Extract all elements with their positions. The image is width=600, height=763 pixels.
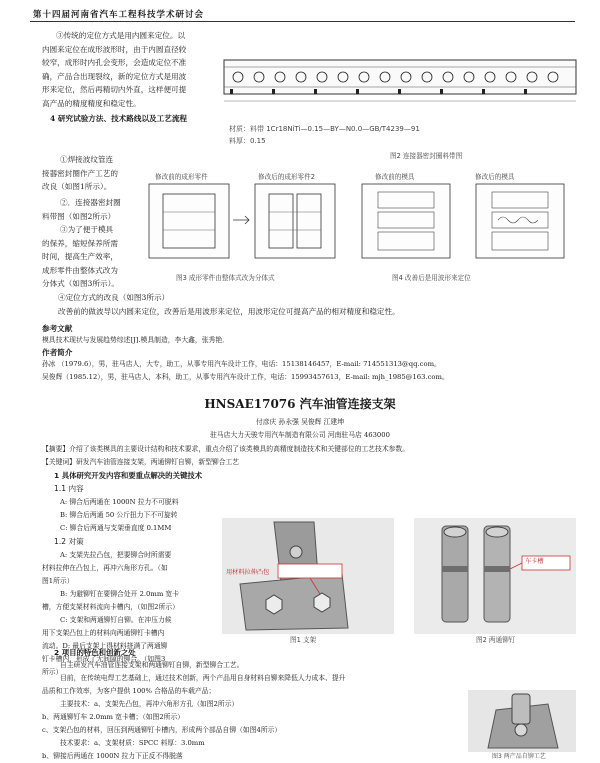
fig2-photo-caption: 图2 两通铆钉: [476, 636, 516, 644]
author-heading: 作者简介: [42, 348, 73, 357]
refs-item: 模具技术现状与发展趋势综述[J].模具制造，李大鑫，张秀艳．: [42, 336, 229, 344]
text-line: 所示）: [42, 668, 63, 676]
summary-line: 改善前的做波导以内圆来定位，改善后是用波形来定位，用波形定位可提高产品的相对精度和稳定性。: [58, 307, 400, 316]
text-line: c、支架凸包的材料，回压到两通铆钉卡槽内，形成两个部品自铆（如图4所示）: [42, 726, 282, 734]
fig3-label-before: 修改前的成形零件: [155, 173, 208, 181]
heading-1-2: 1.2 对策: [54, 537, 84, 546]
text-line: 用下支架凸包上的材料向两通铆钉卡槽内: [42, 629, 165, 637]
text-line: 材料拉伸在凸包上，再冲六角形方孔。（如: [42, 564, 168, 572]
fig1-caption: 图1 支架: [290, 636, 317, 644]
running-header: 第十四届河南省汽车工程科技学术研讨会: [33, 10, 205, 20]
text-line: B: 为避铆钉在要铆合处开 2.0mm 宽卡: [60, 590, 180, 598]
text-line: ③传统的定位方式是用内圆来定位。以: [56, 31, 186, 40]
author-line-1: 孙冰 （1979.6），男，驻马店人，大专，助工，从事专用汽车设计工作，电话：15138146457，E-mail: 714551313@qq.com。: [42, 360, 441, 368]
fig2-note: 车卡槽: [525, 558, 544, 565]
article-title: HNSAE17076 汽车油管连接支架: [204, 397, 396, 411]
text-line: b、两通铆钉车 2.0mm 宽卡槽；（如图2所示）: [42, 713, 185, 721]
fig2-material: 材质：料带 1Cr18NiTi—0.15—BY—N0.0—GB/T4239—91: [229, 125, 420, 133]
list-c: C: 铆合后两通与支架垂直度 0.1MM: [60, 524, 172, 532]
fig4-caption: 图4 改善后是用波形来定位: [392, 274, 471, 282]
text-line: 技术要求：a、支架材质：SPCC 料厚：3.0mm: [60, 739, 205, 747]
list-b: B: 铆合后两通 50 公斤扭力下不可旋转: [60, 511, 178, 519]
text-line: 主要技术：a、支架先凸包，再冲六角形方孔（如图2所示）: [60, 700, 239, 708]
text-line: ②．连接器密封圈: [60, 198, 121, 207]
para-positioning: [42, 29, 217, 111]
header-rule: [30, 21, 575, 22]
strip-drawing: [222, 56, 578, 106]
text-line: C: 支架和两通铆钉自铆。在冲压力候: [60, 616, 172, 624]
text-line: 槽，方便支架材料流向卡槽内，（如图2所示）: [42, 603, 179, 611]
item-2: [42, 196, 132, 223]
text-line: 确，产品合出现裂纹，新的定位方式是用波: [42, 71, 187, 81]
section-2-body: [42, 659, 462, 763]
fig2-thickness: 料厚：0.15: [229, 137, 266, 145]
fig3-label-after: 修改后的成形零件2: [258, 173, 315, 181]
photo-riveted-assembly: [468, 690, 576, 752]
text-line: 流动。D: 最后支架上得材料挤满了两通铆: [42, 642, 168, 650]
text-line: A: 支架先拉凸包，把要铆合时所需要: [60, 551, 172, 559]
heading-1-1: 1.1 内容: [54, 484, 84, 493]
photo-bracket: [222, 518, 394, 634]
author-line-2: 吴俊辉（1985.12），男，驻马店人，本科，助工，从事专用汽车设计工作，电话：15993457613，E-mail: mjh_1985@163.com。: [42, 373, 449, 381]
text-line: 时间，提高生产效率，: [42, 252, 118, 262]
item-1: [42, 153, 132, 194]
text-line: ①焊接波纹管连: [60, 155, 114, 164]
list-a: A: 铆合后两通在 1000N 拉力不可脱料: [60, 498, 179, 506]
article-affiliation: 驻马店大力天骏专用汽车制造有限公司 河南驻马店 463000: [210, 431, 390, 439]
fig3-photo-caption: 图3 两产品自铆工艺: [492, 753, 546, 760]
text-line: 品质和工作效率，为客户提供 100% 合格品的车载产品；: [42, 687, 216, 695]
text-line: 钉卡槽内，形成了无间隙的铆合。（如图3: [42, 655, 166, 663]
text-line: 料带图（如图2所示）: [42, 211, 116, 221]
photo-rivets: [414, 518, 576, 634]
fig4-drawing: [348, 180, 578, 262]
text-line: 接器密封圈作产工艺的: [42, 168, 118, 178]
fig3-caption: 图3 成形零件由整体式改为分体式: [176, 274, 275, 282]
text-line: 分体式（如图3所示）。: [42, 279, 119, 289]
text-line: 内圆来定位在成形波形时，由于内圆直径较: [42, 44, 187, 54]
article-authors: 付彦庆 孙永强 吴俊辉 江建坤: [255, 418, 345, 426]
fig1-note: 用材料拉伸凸包: [226, 569, 270, 576]
text-line: 高产品的精度精度和稳定性。: [42, 98, 141, 108]
fig3-drawing: [145, 180, 343, 262]
text-line: 较窄，成形时内孔会变形，会造成定位不准: [42, 58, 187, 68]
item-3: [42, 223, 134, 291]
article-abstract: 【摘要】介绍了该类模具的主要设计结构和技术要求，重点介绍了该类模具的高精度制造技术和关键部位的工艺技术参数。: [42, 445, 410, 453]
heading-1: 1 具体研究开发内容和要重点解决的关键技术: [54, 471, 203, 480]
text-line: 改良（如图1所示）。: [42, 182, 112, 192]
text-line: 的保养，缩短保养所需: [42, 238, 118, 248]
text-line: ③为了便于模具: [60, 225, 114, 234]
text-line: 成形零件由整体式改为: [42, 265, 118, 275]
item-4: ④定位方式的改良（如图3所示）: [58, 293, 170, 302]
article-keywords: 【关键词】研发汽车油管连接支架，两通铆钉自铆，新型铆合工艺: [42, 458, 240, 466]
text-line: 自主研发汽车油管连接支架和两通铆钉自铆，新型铆合工艺。: [60, 661, 244, 669]
text-line: 目前，在传统电焊工艺基础上，通过技术创新，两个产品用自身材料自铆来降低人力成本、提升: [60, 674, 346, 682]
text-line: 图1所示）: [42, 577, 74, 585]
section-heading-4: 4 研究试验方法、技术路线以及工艺流程: [50, 114, 188, 123]
heading-2: 2 项目的特色和创新之处: [54, 648, 136, 657]
fig4-label-after: 修改后的模具: [475, 173, 515, 181]
text-line: b、铆接后两通在 1000N 拉力下正反不得脱落: [42, 752, 183, 760]
fig2-caption: 图2 连接器密封圈料带图: [390, 152, 463, 160]
text-line: 形来定位，然后再精切内外直，这样便可提: [42, 85, 187, 95]
fig4-label-before: 修改前的模具: [375, 173, 415, 181]
refs-heading: 参考文献: [42, 324, 73, 333]
